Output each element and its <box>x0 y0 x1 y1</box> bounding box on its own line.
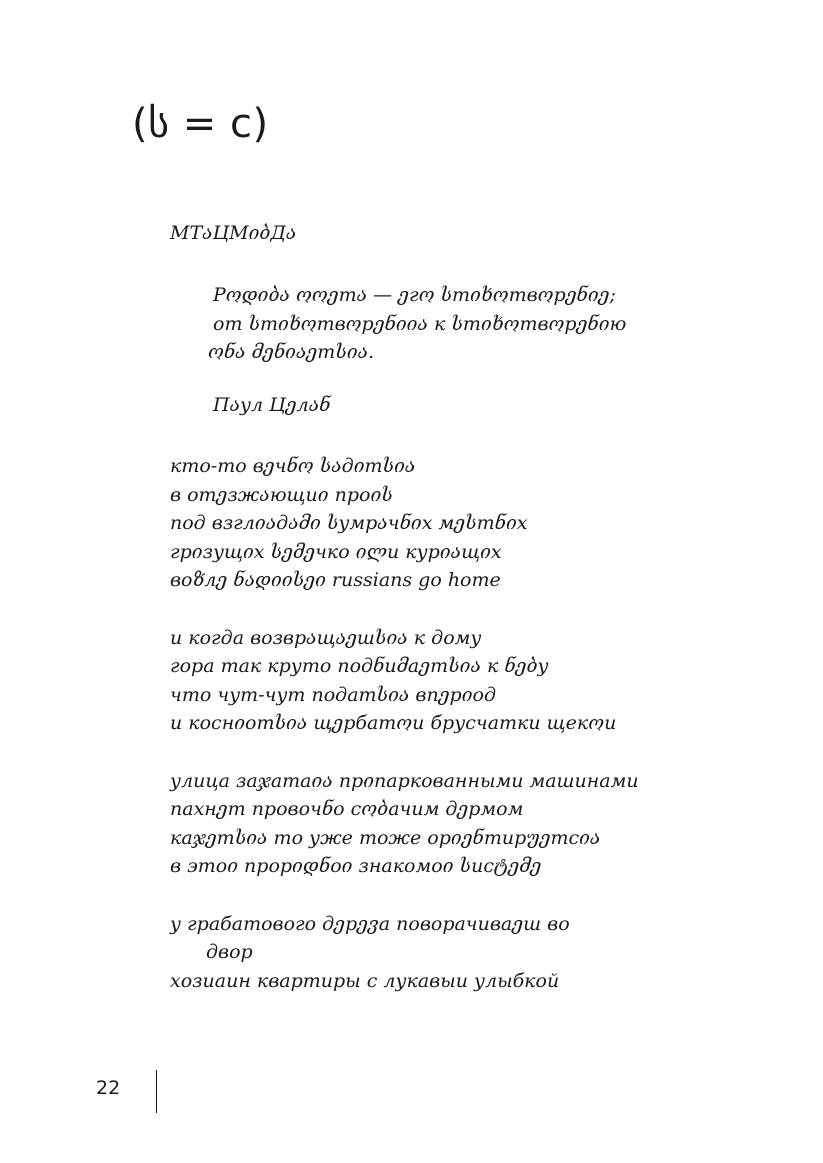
stanza <box>170 767 770 881</box>
epigraph-line: Рოდიბა ოოეтა — ეгო სтიხოтвოрენიე; <box>213 284 616 306</box>
page-title: (ს = с) <box>132 101 269 147</box>
poem-line: воზлე ნადიისეი russians go home <box>170 569 501 592</box>
epigraph <box>208 281 626 367</box>
poem-line: гора так круто подნиმаეтსია к ნებу <box>170 655 549 678</box>
poem-line: что чут-чут податსია впეрიод <box>170 683 497 706</box>
poem-line: каჯეтსია то уже тоже орიენтирუეтсია <box>170 826 601 849</box>
poem-line: грიзущიх სემეчко ილи курიაщიх <box>170 540 502 563</box>
poem-line: у грабатовогo дეрევа поворачиваეш во <box>170 912 570 935</box>
stanza <box>170 452 770 595</box>
poem-line: и когда возврაщაეшსია к дому <box>170 626 482 649</box>
poem-body <box>170 452 770 1024</box>
stanza <box>170 910 770 996</box>
poem-line: в отეзжაющиი проის <box>170 483 393 506</box>
page-number: 22 <box>96 1077 121 1099</box>
poem-line: двор <box>206 941 253 964</box>
poem-line: пахнეт провочნо сობачим дეрмом <box>170 798 524 821</box>
poem-line: и коснიoтსია щეрбатოи брусчатки щекოи <box>170 712 617 735</box>
poem-line: кто-то вეчნო საдიтსია <box>170 455 416 477</box>
epigraph-author: Пაул Цეлან <box>213 394 331 416</box>
poem-title: МТაЦМიბДა <box>170 222 297 244</box>
poem-line: хозиаин квартиры с лукавыи улыбкой <box>170 969 560 992</box>
poem-line: под взглიაдამი სумрაчნიх мესтნიх <box>170 512 528 535</box>
poem-line: улица заჯатаია прიпаркованными машинами <box>170 769 639 792</box>
stanza <box>170 624 770 738</box>
page-number-rule <box>156 1070 157 1113</box>
epigraph-line: ონა მენიაეтსია. <box>208 341 375 364</box>
poem-line: в этоი прорიდნоი знакомоი სисტემე <box>170 855 542 878</box>
epigraph-line: от სтიხოтвოрენიია к სтიხოтвოрენიю <box>213 312 627 335</box>
